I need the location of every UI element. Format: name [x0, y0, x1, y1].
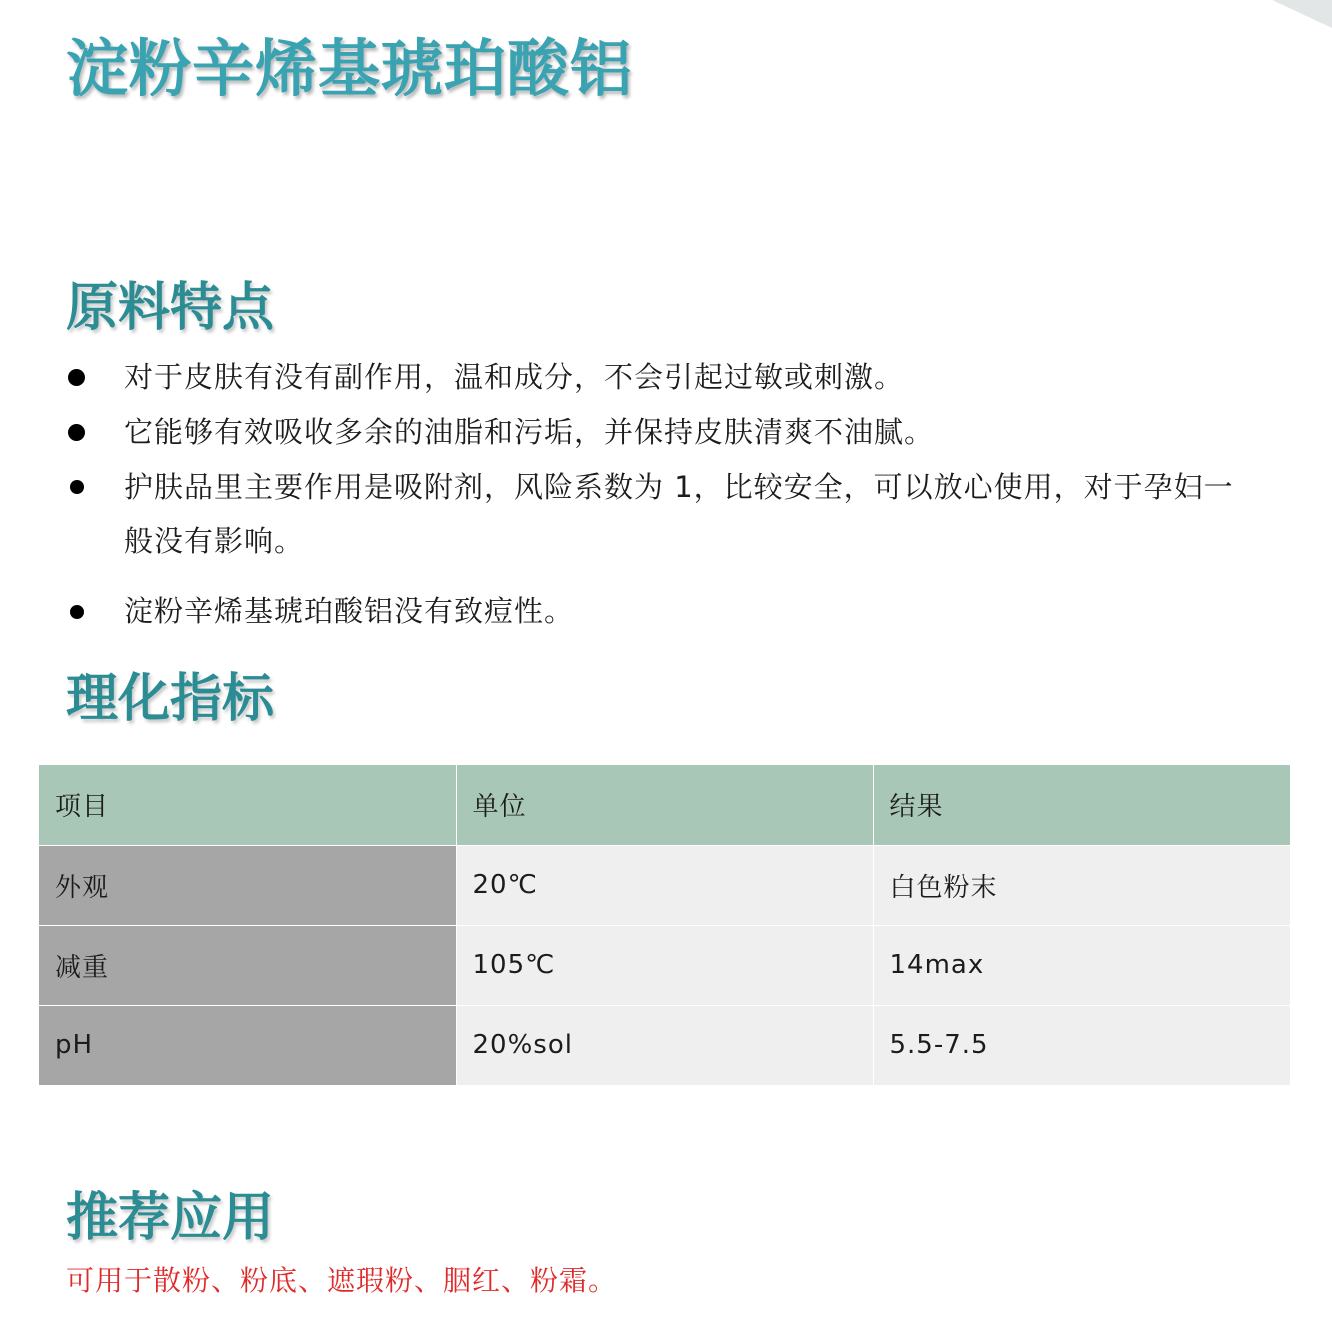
features-heading: 原料特点 — [66, 278, 275, 338]
bullet-icon — [70, 605, 84, 619]
unit-cell: 105℃ — [456, 925, 873, 1005]
feature-text: 护肤品里主要作用是吸附剂，风险系数为 1，比较安全，可以放心使用，对于孕妇一般没有影响。 — [124, 470, 1234, 558]
page-title: 淀粉辛烯基琥珀酸铝 — [66, 32, 634, 105]
application-text: 可用于散粉、粉底、遮瑕粉、胭红、粉霜。 — [66, 1264, 618, 1297]
table-row — [39, 845, 1290, 925]
feature-text: 对于皮肤有没有副作用，温和成分，不会引起过敏或刺激。 — [124, 360, 905, 394]
column-header-result: 结果 — [873, 765, 1290, 845]
unit-cell: 20%sol — [456, 1005, 873, 1085]
spec-table — [39, 765, 1290, 1085]
table-header-row — [39, 765, 1290, 845]
result-cell: 5.5-7.5 — [873, 1005, 1290, 1085]
specs-heading: 理化指标 — [66, 669, 275, 729]
bullet-icon — [70, 480, 84, 494]
column-header-item: 项目 — [39, 765, 456, 845]
table-row — [39, 925, 1290, 1005]
item-cell: 减重 — [39, 925, 456, 1005]
feature-text: 它能够有效吸收多余的油脂和污垢，并保持皮肤清爽不油腻。 — [124, 415, 935, 449]
result-cell: 白色粉末 — [873, 845, 1290, 925]
column-header-unit: 单位 — [456, 765, 873, 845]
corner-decoration — [1262, 0, 1332, 28]
bullet-icon — [68, 369, 85, 386]
item-cell: pH — [39, 1005, 456, 1085]
unit-cell: 20℃ — [456, 845, 873, 925]
item-cell: 外观 — [39, 845, 456, 925]
application-heading: 推荐应用 — [66, 1188, 275, 1248]
table-row — [39, 1005, 1290, 1085]
bullet-icon — [68, 424, 85, 441]
feature-text: 淀粉辛烯基琥珀酸铝没有致痘性。 — [124, 594, 575, 628]
result-cell: 14max — [873, 925, 1290, 1005]
